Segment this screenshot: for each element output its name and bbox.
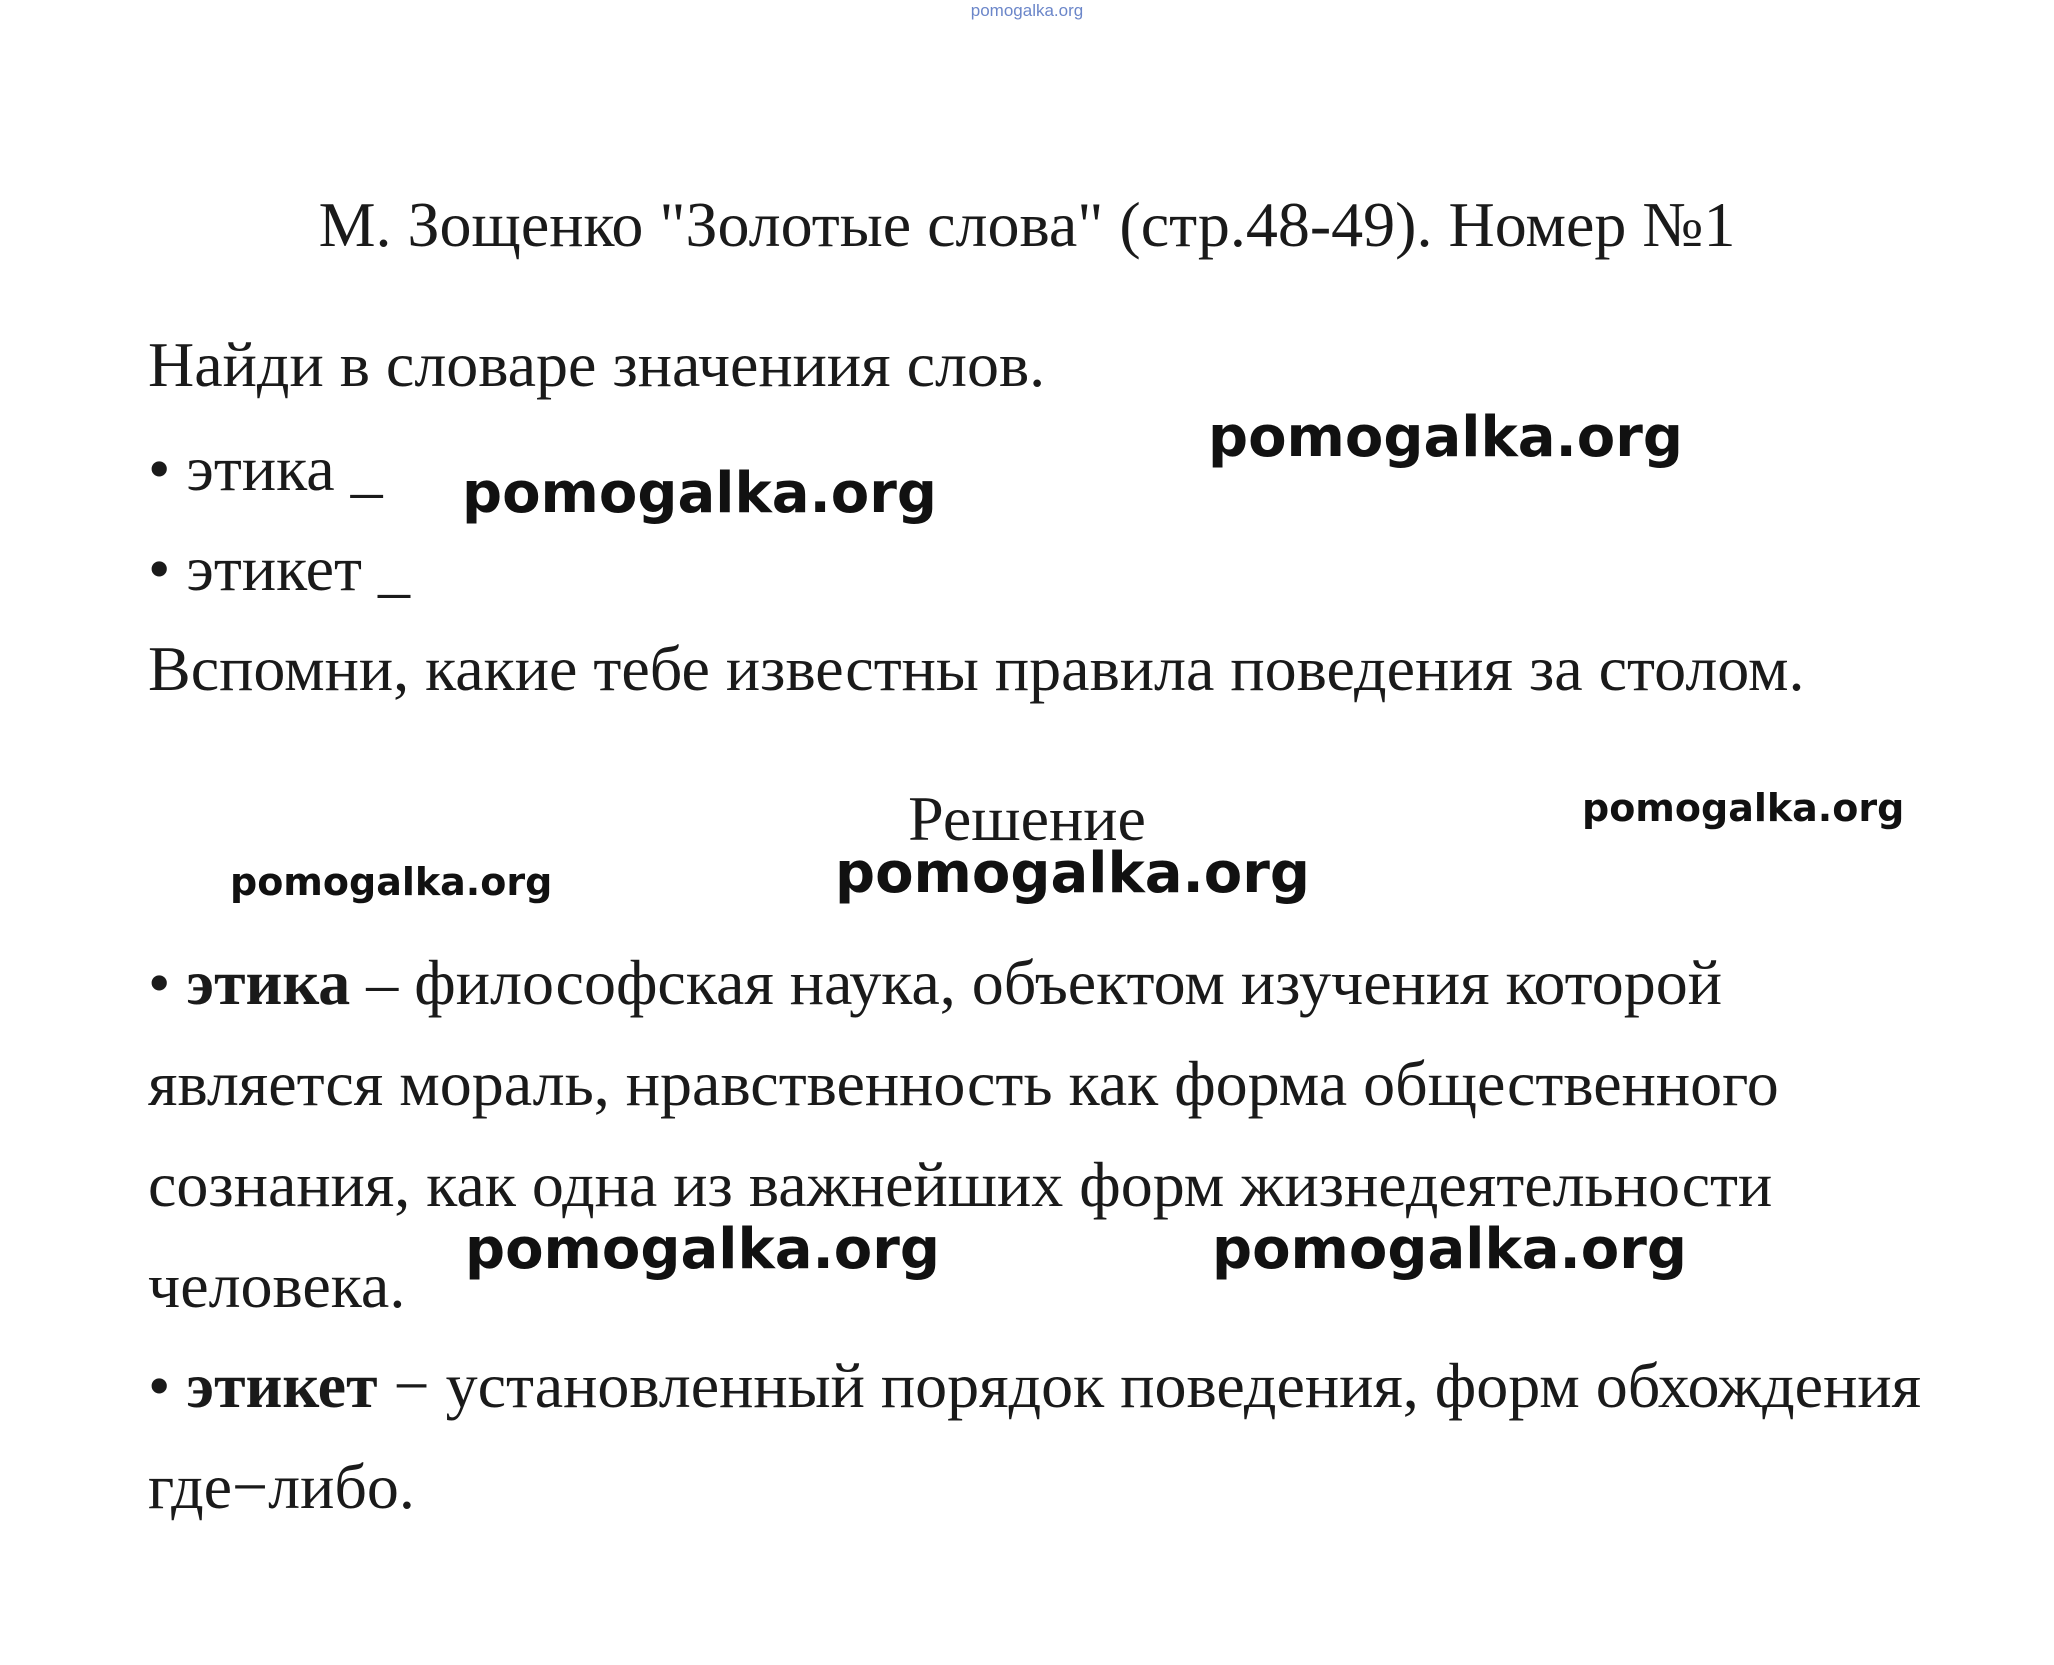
- solution-heading: Решение: [908, 783, 1146, 854]
- bullet: •: [148, 947, 187, 1018]
- watermark: pomogalka.org: [1582, 786, 1905, 830]
- watermark: pomogalka.org: [462, 461, 937, 526]
- watermark: pomogalka.org: [1208, 405, 1683, 470]
- watermark: pomogalka.org: [465, 1217, 940, 1282]
- watermark: pomogalka.org: [230, 860, 553, 904]
- watermark: pomogalka.org: [1212, 1217, 1687, 1282]
- task-instruction-2: Вспомни, какие тебе известны правила поведения за столом.: [148, 633, 1805, 704]
- task-item-ethics: • этика _: [148, 433, 383, 504]
- task-instruction: Найди в словаре значениия слов.: [148, 329, 1046, 400]
- term-ethics: этика: [186, 947, 351, 1018]
- definition-text: − установленный порядок поведения, форм обхождения где−либо.: [148, 1350, 1921, 1522]
- bullet: •: [148, 1350, 187, 1421]
- definition-etiquette: [148, 1335, 1948, 1537]
- task-item-etiquette: • этикет _: [148, 533, 410, 604]
- top-watermark: pomogalka.org: [970, 1, 1084, 20]
- page-title: М. Зощенко "Золотые слова" (стр.48-49). Номер №1: [318, 189, 1736, 260]
- definition-text: – философская наука, объектом изучения которой является мораль, нравственность как форма общественного сознания, как одна из важнейших форм жизнедеятельности человека.: [148, 947, 1779, 1321]
- watermark: pomogalka.org: [835, 841, 1310, 906]
- term-etiquette: этикет: [186, 1350, 378, 1421]
